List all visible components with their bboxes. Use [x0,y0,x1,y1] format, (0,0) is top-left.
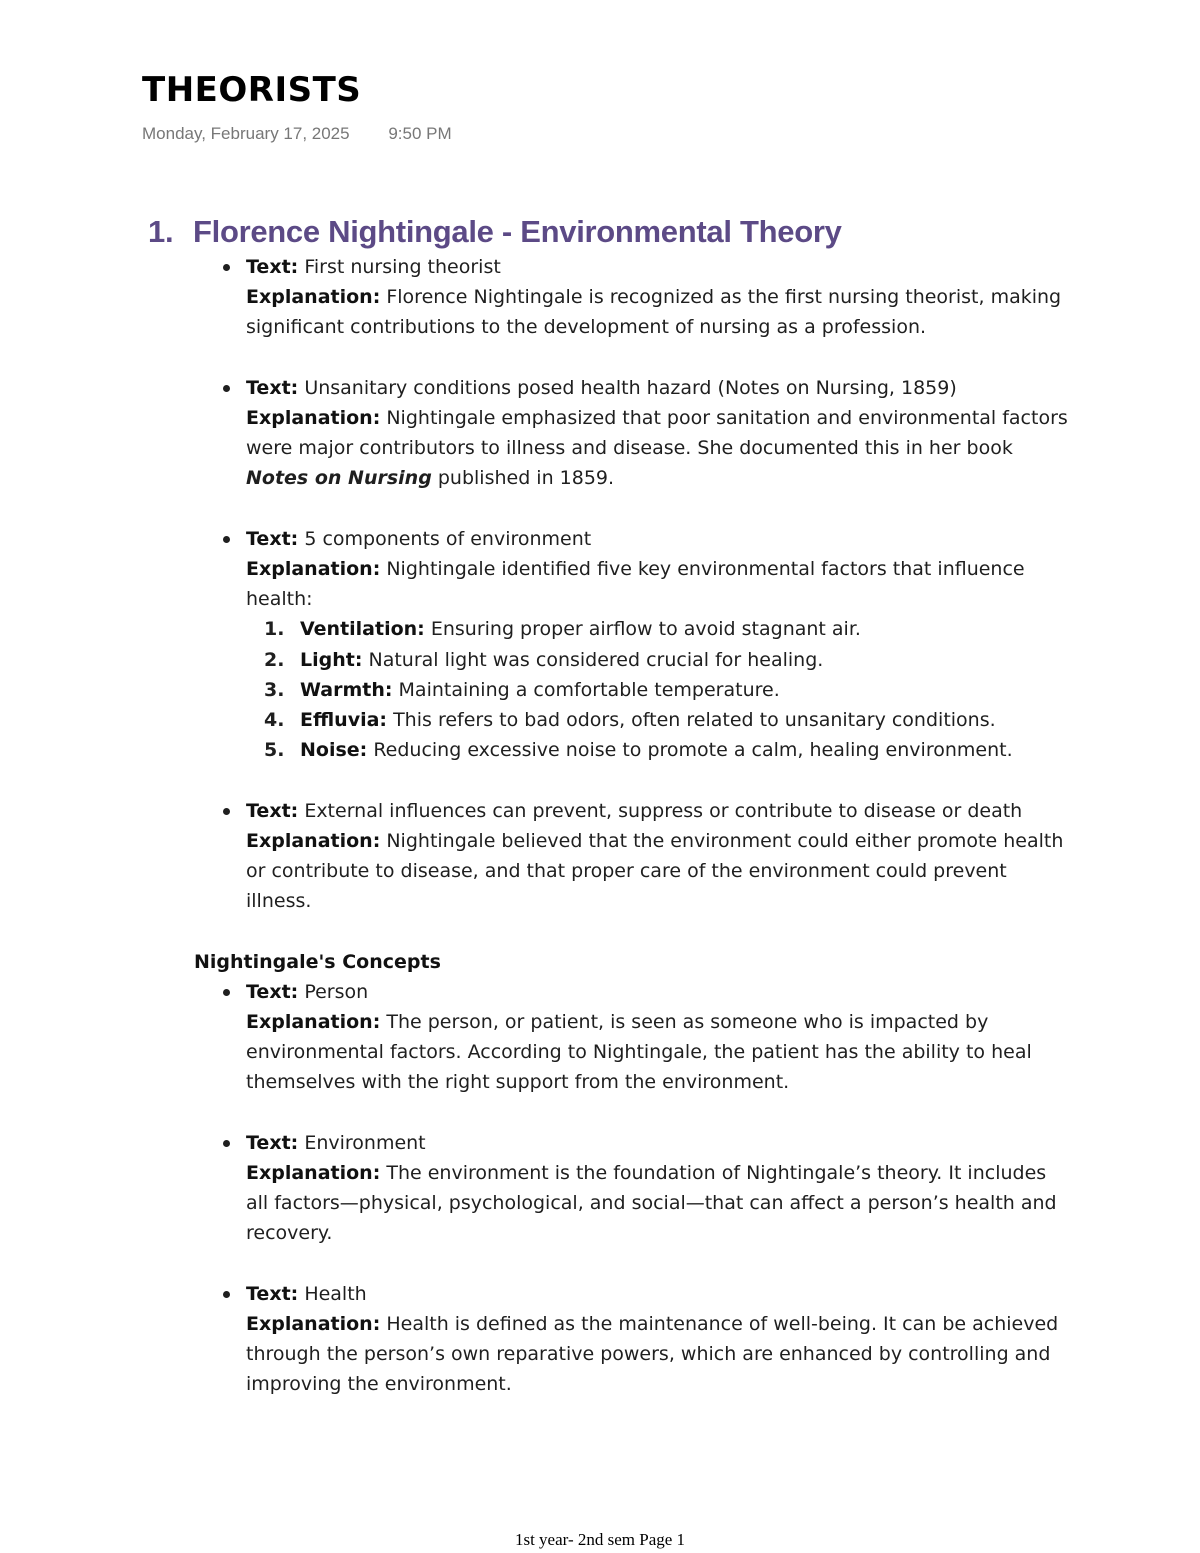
page-time: 9:50 PM [388,124,452,143]
theory-points-list [148,252,1068,916]
list-item [246,252,1068,343]
component-item [264,735,1068,765]
page-title: THEORISTS [142,70,362,110]
item-text: External influences can prevent, suppress or contribute to disease or death [304,799,1023,822]
item-text: First nursing theorist [304,256,501,278]
note-body [148,212,1068,1430]
explanation-label: Explanation: [246,558,381,580]
page-meta [142,124,452,144]
list-item [246,524,1068,766]
list-item [246,1279,1068,1400]
page-date: Monday, February 17, 2025 [142,124,350,143]
component-item [264,675,1068,705]
component-label: Effluvia: [300,709,388,732]
component-number: 3. [264,678,285,701]
explanation-label: Explanation: [246,829,381,852]
component-number: 5. [264,739,285,762]
concepts-list [148,977,1068,1400]
component-label: Light: [300,648,363,671]
list-item [246,796,1068,917]
section-number: 1. [148,214,174,249]
component-desc: Reducing excessive noise to promote a calm, healing environment. [373,739,1013,762]
item-explanation: The person, or patient, is seen as someone who is impacted by environmental factors. According to Nightingale, the patient has the ability to heal themselves with the right support from the environment. [246,1011,1032,1094]
component-label: Ventilation: [300,618,425,641]
item-explanation: Health is defined as the maintenance of well-being. It can be achieved through the person’s own reparative powers, which are enhanced by controlling and improving the environment. [246,1313,1059,1396]
item-text: Unsanitary conditions posed health hazard (Notes on Nursing, 1859) [304,376,957,399]
item-text: Environment [304,1131,426,1154]
item-explanation: Nightingale emphasized that poor sanitation and environmental factors were major contributors to illness and disease. She documented this in her book [246,407,1068,460]
component-desc: This refers to bad odors, often related to unsanitary conditions. [393,709,996,732]
component-number: 1. [264,618,285,641]
text-label: Text: [246,256,299,278]
text-label: Text: [246,1131,299,1154]
component-label: Warmth: [300,678,393,701]
item-text: 5 components of environment [304,527,592,550]
list-item [246,977,1068,1098]
component-item [264,705,1068,735]
text-label: Text: [246,980,299,1003]
components-list [246,614,1068,765]
explanation-label: Explanation: [246,1011,381,1034]
component-item [264,645,1068,675]
list-item [246,373,1068,494]
explanation-label: Explanation: [246,1162,381,1185]
component-desc: Natural light was considered crucial for healing. [368,648,824,671]
section-title: Florence Nightingale - Environmental Theory [193,214,842,249]
item-explanation: Nightingale identified five key environmental factors that influence health: [246,558,1025,611]
explanation-label: Explanation: [246,407,381,429]
item-text: Health [304,1282,367,1305]
component-desc: Ensuring proper airflow to avoid stagnant air. [430,618,861,641]
explanation-label: Explanation: [246,286,381,309]
component-label: Noise: [300,739,368,762]
component-item [264,614,1068,644]
text-label: Text: [246,527,299,550]
list-item [246,1128,1068,1249]
text-label: Text: [246,376,299,399]
component-number: 4. [264,709,285,732]
item-explanation: The environment is the foundation of Nightingale’s theory. It includes all factors—physical, psychological, and social—that can affect a person’s health and recovery. [246,1162,1057,1245]
text-label: Text: [246,1282,299,1305]
book-title: Notes on Nursing [246,467,432,490]
item-text: Person [304,980,369,1003]
item-explanation-end: published in 1859. [437,467,615,490]
component-desc: Maintaining a comfortable temperature. [398,678,780,701]
component-number: 2. [264,648,285,671]
text-label: Text: [246,799,299,822]
page-footer: 1st year- 2nd sem Page 1 [514,1530,686,1549]
item-explanation: Florence Nightingale is recognized as the first nursing theorist, making significant contributions to the development of nursing as a profession. [246,286,1062,339]
explanation-label: Explanation: [246,1313,381,1336]
item-explanation: Nightingale believed that the environment could either promote health or contribute to disease, and that proper care of the environment could prevent illness. [246,829,1064,913]
section-heading [148,212,1068,252]
concepts-heading: Nightingale's Concepts [194,950,441,973]
